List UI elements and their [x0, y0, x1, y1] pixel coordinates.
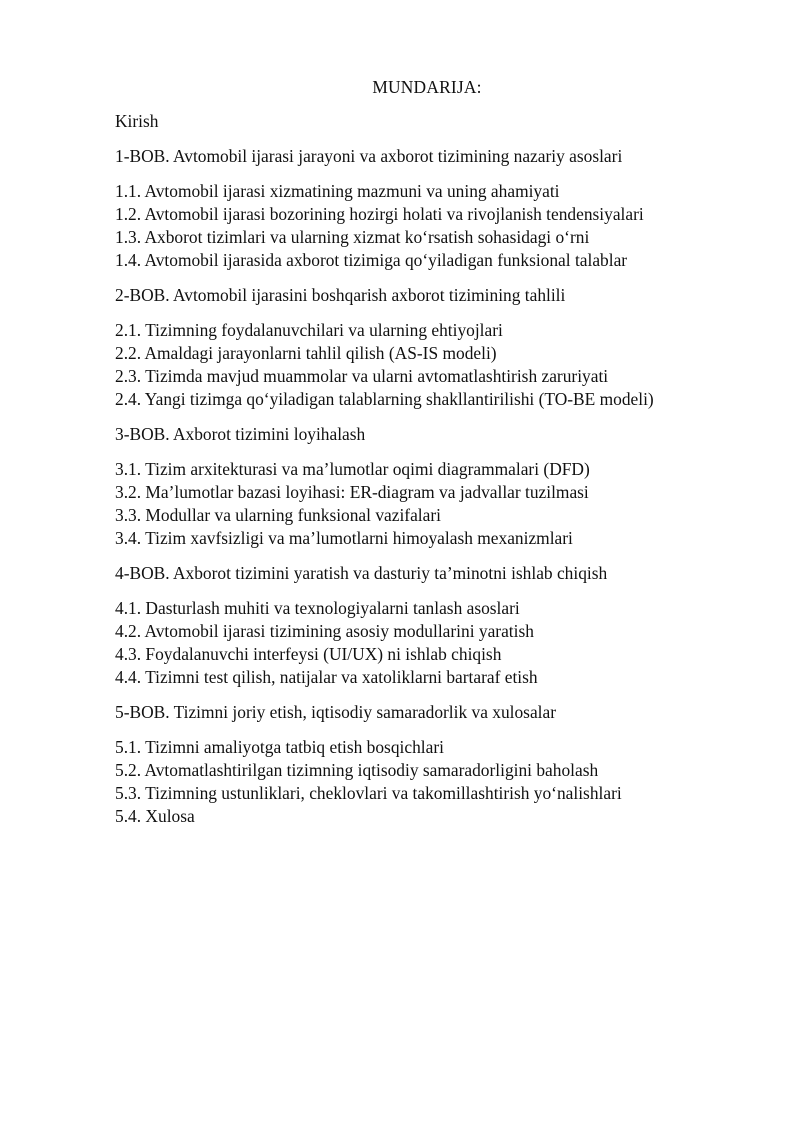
section-item: 4.1. Dasturlash muhiti va texnologiyalarni tanlash asoslari: [115, 598, 520, 618]
chapter-title: 5-BOB. Tizimni joriy etish, iqtisodiy samaradorlik va xulosalar: [115, 702, 557, 722]
chapter-4: [115, 562, 715, 689]
section-item: 3.3. Modullar va ularning funksional vazifalari: [115, 505, 441, 525]
section-item: 2.2. Amaldagi jarayonlarni tahlil qilish (AS-IS modeli): [115, 343, 497, 363]
section-item: 4.2. Avtomobil ijarasi tizimining asosiy modullarini yaratish: [115, 621, 534, 641]
section-item: 4.4. Tizimni test qilish, natijalar va xatoliklarni bartaraf etish: [115, 667, 538, 687]
section-item: 2.3. Tizimda mavjud muammolar va ularni avtomatlashtirish zaruriyati: [115, 366, 609, 386]
chapter-title: 4-BOB. Axborot tizimini yaratish va dasturiy ta’minotni ishlab chiqish: [115, 563, 608, 583]
chapter-3: [115, 423, 715, 550]
chapter-1: [115, 145, 715, 272]
section-item: 2.4. Yangi tizimga qo‘yiladigan talablarning shakllantirilishi (TO-BE modeli): [115, 389, 654, 409]
table-of-contents: [115, 76, 715, 840]
section-item: 1.4. Avtomobil ijarasida axborot tizimiga qo‘yiladigan funksional talablar: [115, 250, 628, 270]
section-item: 3.2. Ma’lumotlar bazasi loyihasi: ER-diagram va jadvallar tuzilmasi: [115, 482, 589, 502]
section-item: 4.3. Foydalanuvchi interfeysi (UI/UX) ni ishlab chiqish: [115, 644, 502, 664]
section-item: 3.4. Tizim xavfsizligi va ma’lumotlarni himoyalash mexanizmlari: [115, 528, 573, 548]
chapter-title: 3-BOB. Axborot tizimini loyihalash: [115, 424, 366, 444]
chapter-2: [115, 284, 715, 411]
section-item: 5.4. Xulosa: [115, 806, 195, 826]
section-item: 5.2. Avtomatlashtirilgan tizimning iqtisodiy samaradorligini baholash: [115, 760, 599, 780]
section-item: 1.2. Avtomobil ijarasi bozorining hozirgi holati va rivojlanish tendensiyalari: [115, 204, 644, 224]
toc-intro: Kirish: [115, 111, 159, 131]
section-item: 1.1. Avtomobil ijarasi xizmatining mazmuni va uning ahamiyati: [115, 181, 560, 201]
section-item: 3.1. Tizim arxitekturasi va ma’lumotlar oqimi diagrammalari (DFD): [115, 459, 590, 479]
chapter-title: 1-BOB. Avtomobil ijarasi jarayoni va axborot tizimining nazariy asoslari: [115, 146, 623, 166]
chapter-5: [115, 701, 715, 828]
chapter-title: 2-BOB. Avtomobil ijarasini boshqarish axborot tizimining tahlili: [115, 285, 566, 305]
section-item: 5.3. Tizimning ustunliklari, cheklovlari va takomillashtirish yo‘nalishlari: [115, 783, 622, 803]
page-title: MUNDARIJA:: [372, 77, 482, 97]
section-item: 2.1. Tizimning foydalanuvchilari va ularning ehtiyojlari: [115, 320, 503, 340]
section-item: 1.3. Axborot tizimlari va ularning xizmat ko‘rsatish sohasidagi o‘rni: [115, 227, 590, 247]
section-item: 5.1. Tizimni amaliyotga tatbiq etish bosqichlari: [115, 737, 444, 757]
